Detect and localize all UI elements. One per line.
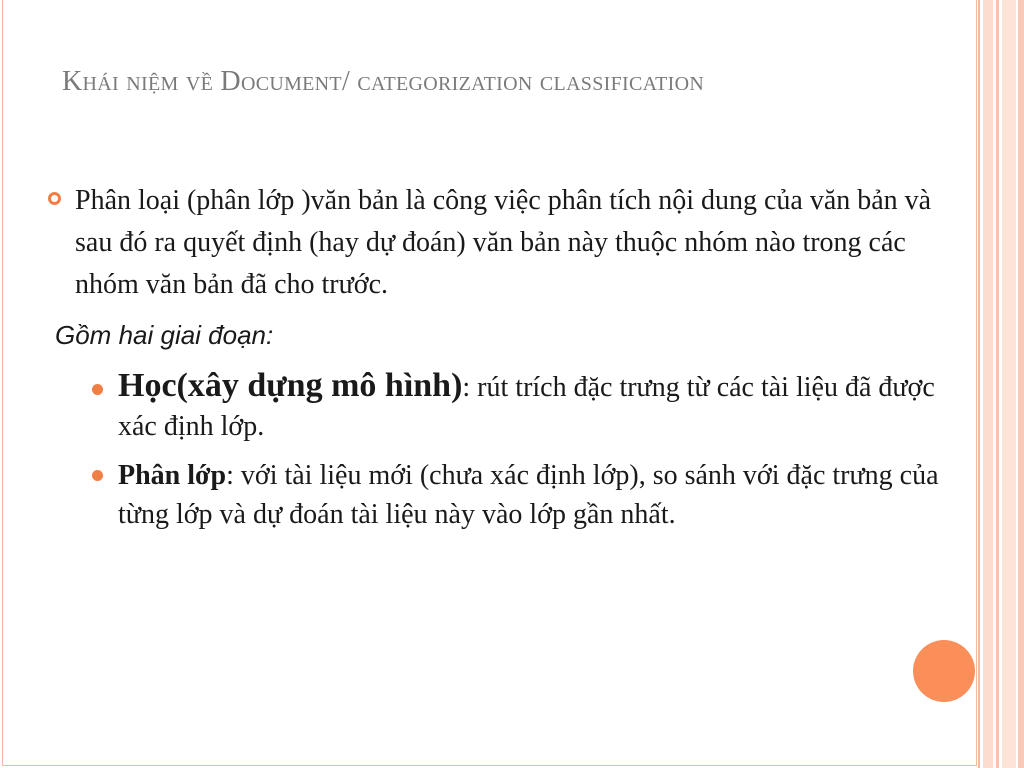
stripe xyxy=(983,0,993,768)
stripe xyxy=(1018,0,1024,768)
bullet-intro-text: Phân loại (phân lớp )văn bản là công việc phân tích nội dung của văn bản và sau đó ra quyết định (hay dự đoán) văn bản này thuộc nhóm nào trong các nhóm văn bản đã cho trước. xyxy=(75,185,932,300)
dot-bullet-icon xyxy=(92,384,103,395)
subheading: Gồm hai giai đoạn: xyxy=(55,320,274,350)
ring-bullet-icon xyxy=(48,192,61,205)
sub-bullet-lead: Học(xây dựng mô hình) xyxy=(118,367,463,404)
slide-title: Khái niệm về Document/ categorization classification xyxy=(62,66,705,97)
dot-bullet-icon xyxy=(92,470,103,481)
sub-bullet-lead: Phân lớp xyxy=(118,460,227,491)
sub-bullet-classification xyxy=(92,456,958,534)
stripe xyxy=(978,0,980,768)
sub-bullet-text: : với tài liệu mới (chưa xác định lớp), so sánh với đặc trưng của từng lớp và dự đoán tài liệu này vào lớp gần nhất. xyxy=(118,460,939,530)
sub-bullet-text: : rút trích đặc trưng từ các tài liệu đã được xác định lớp. xyxy=(118,372,935,442)
stripe xyxy=(996,0,999,768)
decorative-circle xyxy=(913,640,975,702)
slide-content xyxy=(48,180,958,534)
stripe xyxy=(1002,0,1016,768)
decorative-stripes xyxy=(978,0,1024,768)
sub-bullet-learning xyxy=(92,366,958,446)
bullet-intro xyxy=(48,180,958,306)
